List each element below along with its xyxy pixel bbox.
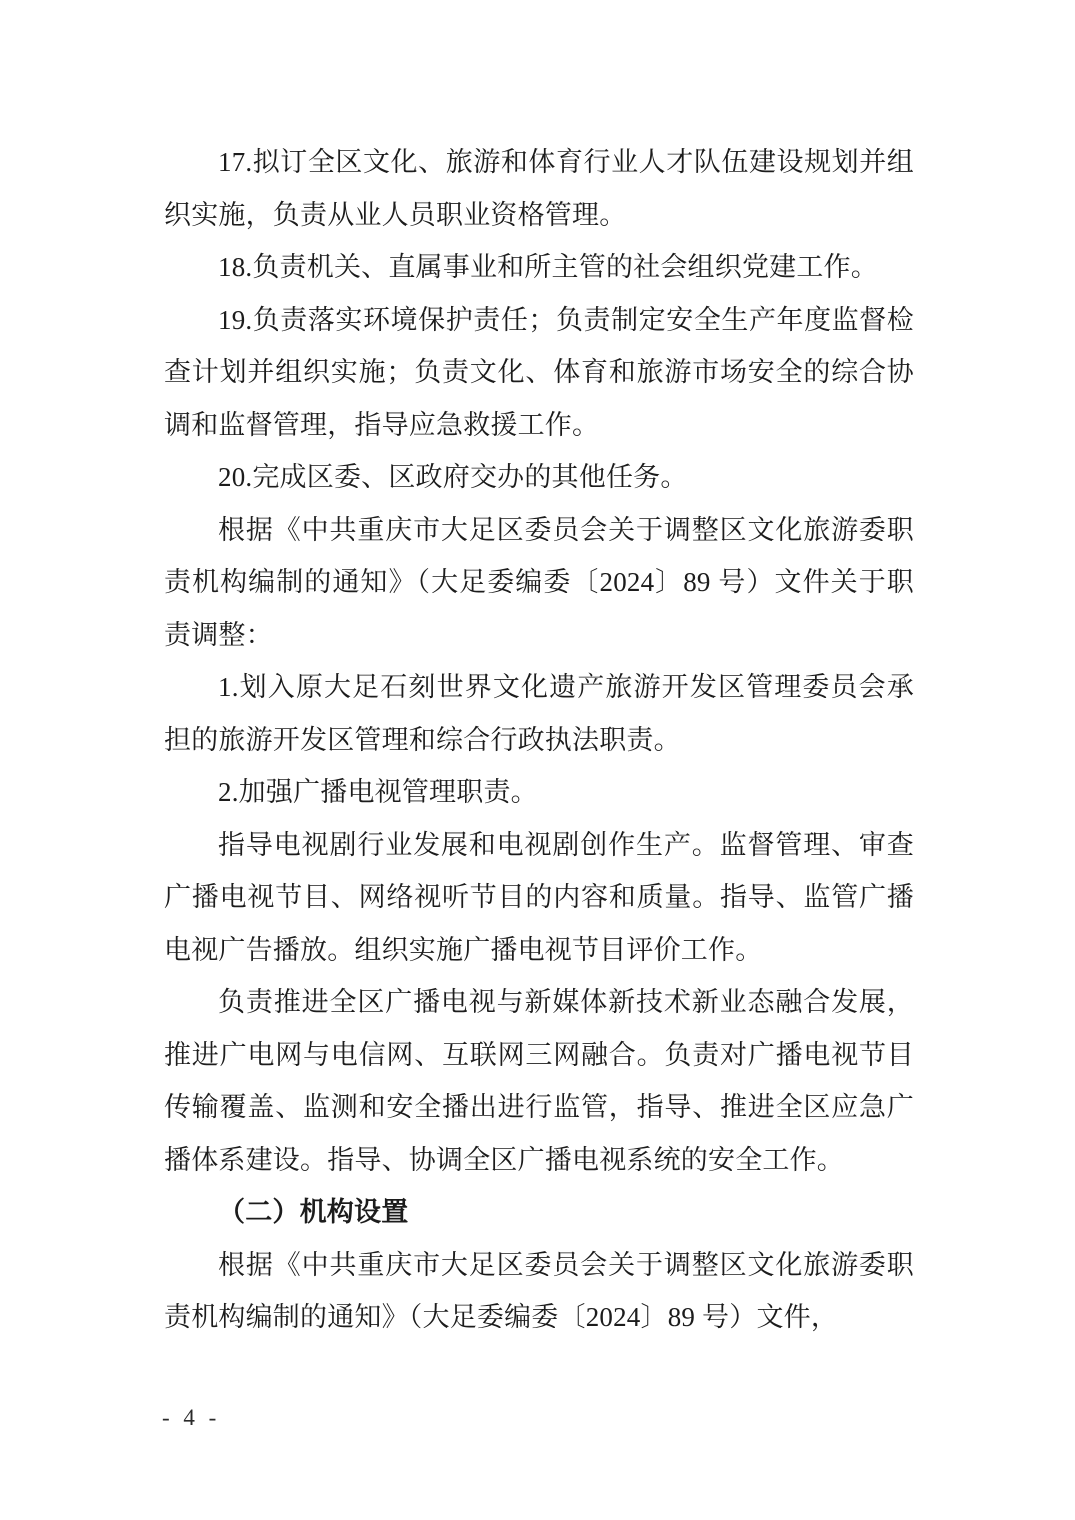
paragraph: 1.划入原大足石刻世界文化遗产旅游开发区管理委员会承担的旅游开发区管理和综合行政执法职责。 — [164, 672, 914, 755]
section-heading: （二）机构设置 — [218, 1197, 409, 1227]
paragraph: 20.完成区委、区政府交办的其他任务。 — [218, 462, 688, 492]
document-body — [164, 136, 914, 1344]
paragraph: 2.加强广播电视管理职责。 — [218, 777, 538, 807]
paragraph: 根据《中共重庆市大足区委员会关于调整区文化旅游委职责机构编制的通知》（大足委编委〔2024〕89 号）文件， — [164, 1249, 914, 1332]
paragraph: 根据《中共重庆市大足区委员会关于调整区文化旅游委职责机构编制的通知》（大足委编委〔2024〕89 号）文件关于职责调整： — [164, 514, 914, 650]
page-number: - 4 - — [162, 1405, 221, 1430]
paragraph: 19.负责落实环境保护责任；负责制定安全生产年度监督检查计划并组织实施；负责文化、体育和旅游市场安全的综合协调和监督管理，指导应急救援工作。 — [164, 304, 914, 440]
paragraph: 负责推进全区广播电视与新媒体新技术新业态融合发展，推进广电网与电信网、互联网三网融合。负责对广播电视节目传输覆盖、监测和安全播出进行监管，指导、推进全区应急广播体系建设。指导、协调全区广播电视系统的安全工作。 — [164, 987, 914, 1175]
paragraph: 指导电视剧行业发展和电视剧创作生产。监督管理、审查广播电视节目、网络视听节目的内容和质量。指导、监管广播电视广告播放。组织实施广播电视节目评价工作。 — [164, 829, 914, 965]
paragraph: 17.拟订全区文化、旅游和体育行业人才队伍建设规划并组织实施，负责从业人员职业资格管理。 — [164, 147, 914, 230]
paragraph: 18.负责机关、直属事业和所主管的社会组织党建工作。 — [218, 252, 878, 282]
